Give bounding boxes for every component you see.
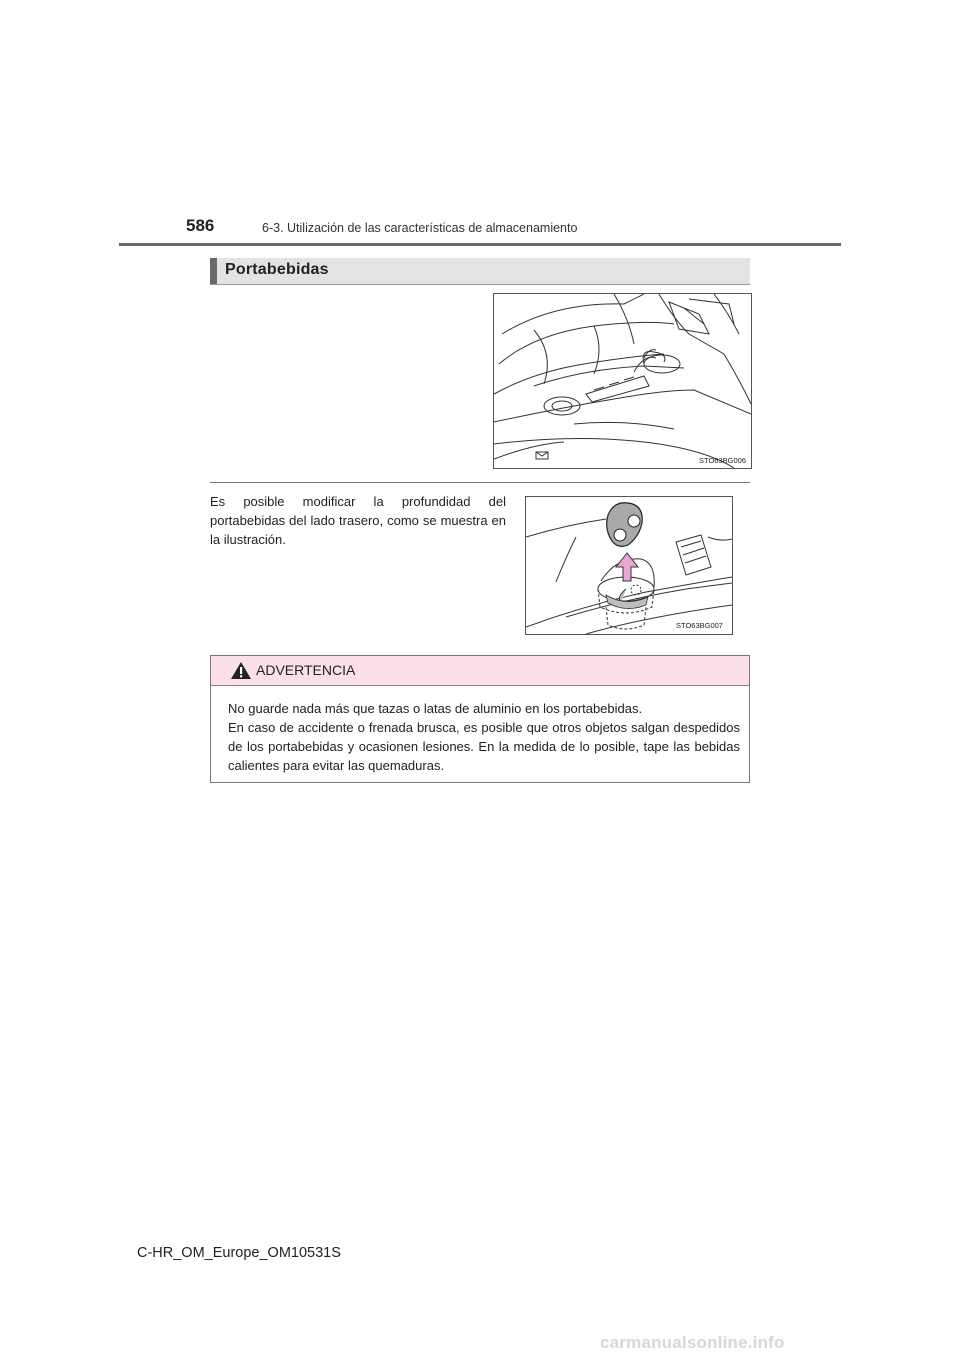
rear-cup-holder-illustration xyxy=(525,496,733,635)
warning-body xyxy=(228,699,740,775)
warning-text-line-2: En caso de accidente o frenada brusca, es posible que otros objetos salgan despedidos de los portabebidas y ocasionen lesiones. En la medida de lo posible, tape las bebidas calientes para evitar las quemaduras. xyxy=(228,720,740,773)
warning-title: ADVERTENCIA xyxy=(256,662,356,678)
chapter-title: 6-3. Utilización de las características de almacenamiento xyxy=(262,221,578,235)
section-header xyxy=(210,258,750,285)
rear-cup-holder-drawing xyxy=(526,497,732,634)
header-rule xyxy=(119,243,841,246)
page-number: 586 xyxy=(186,216,215,235)
warning-text-line-1: No guarde nada más que tazas o latas de aluminio en los portabebidas. xyxy=(228,701,643,716)
front-illustration-code: STO63BG006 xyxy=(699,456,746,465)
watermark: carmanualsonline.info xyxy=(600,1333,785,1352)
rear-illustration-code: STO63BG007 xyxy=(676,621,723,630)
front-cup-holder-illustration xyxy=(493,293,752,469)
body-paragraph: Es posible modificar la profundidad del portabebidas del lado trasero, como se muestra en la ilustración. xyxy=(210,494,506,547)
warning-triangle-icon xyxy=(230,661,252,680)
warning-header xyxy=(211,656,749,686)
section-header-bar xyxy=(210,258,217,284)
front-cup-holder-drawing xyxy=(494,294,751,468)
warning-box xyxy=(210,655,750,783)
footer-doc-id: C-HR_OM_Europe_OM10531S xyxy=(137,1245,341,1261)
section-divider xyxy=(210,482,750,483)
section-title: Portabebidas xyxy=(225,261,329,278)
